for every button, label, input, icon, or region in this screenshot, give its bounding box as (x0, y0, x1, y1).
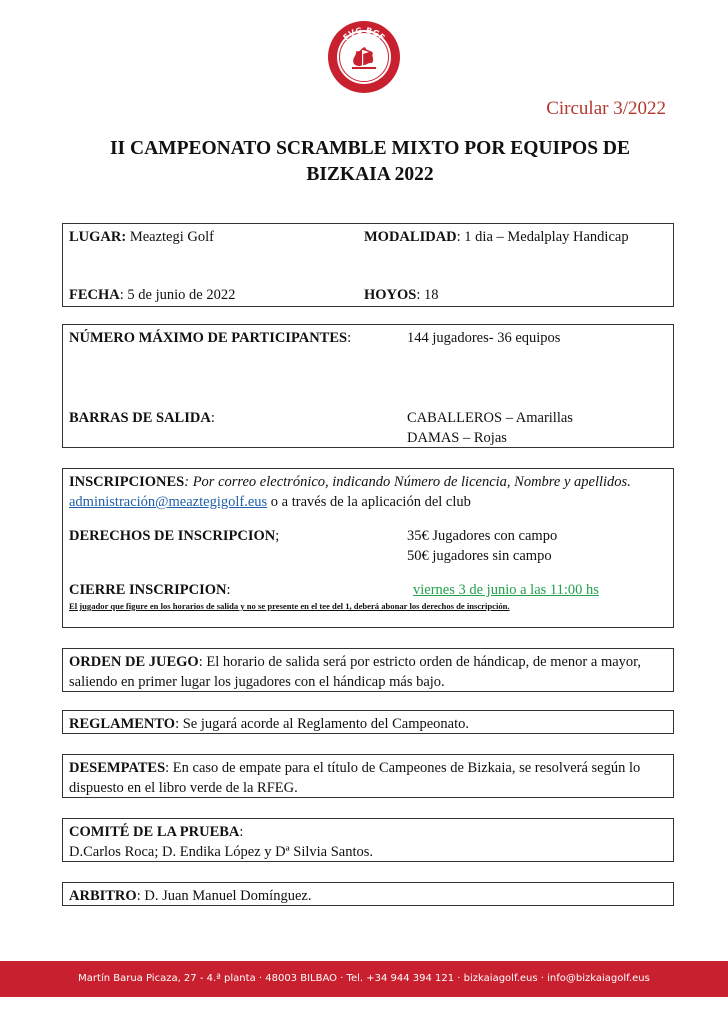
participantes-label: NÚMERO MÁXIMO DE PARTICIPANTES (69, 330, 348, 346)
footer-contact: Martín Barua Picaza, 27 - 4.ª planta · 48003 BILBAO · Tel. +34 944 394 121 · bizkaiagolf.eus · info@bizkaiagolf.eus (0, 961, 728, 997)
registration-box (62, 468, 674, 628)
lugar-label: LUGAR: (69, 229, 127, 245)
barras-value-2: DAMAS – Rojas (407, 430, 507, 446)
modalidad-label: MODALIDAD (364, 229, 457, 245)
venue-box (62, 223, 674, 307)
reglamento-box (62, 710, 674, 734)
barras-colon: : (210, 410, 215, 426)
derechos-colon: ; (275, 528, 280, 544)
cierre-label: CIERRE INSCRIPCION (69, 582, 227, 598)
comite-colon: : (239, 824, 244, 840)
arbitro-label: ARBITRO (69, 888, 137, 904)
no-show-note: El jugador que figure en los horarios de salida y no se presente en el tee del 1, deberá abonar los derechos de inscripción. (69, 601, 510, 611)
inscripciones-text: : Por correo electrónico, indicando Número de licencia, Nombre y apellidos. (184, 474, 631, 490)
arbitro-box (62, 882, 674, 906)
reglamento-label: REGLAMENTO (69, 716, 176, 732)
comite-members: D.Carlos Roca; D. Endika López y Dª Silvia Santos. (69, 844, 374, 860)
orden-juego-box (62, 648, 674, 692)
comite-label: COMITÉ DE LA PRUEBA (69, 824, 240, 840)
derechos-label: DERECHOS DE INSCRIPCION (69, 528, 276, 544)
title-line-2: BIZKAIA 2022 (306, 164, 434, 185)
email-link[interactable]: administración@meaztegigolf.eus (69, 494, 268, 510)
comite-box (62, 818, 674, 862)
reglamento-text: : Se jugará acorde al Reglamento del Campeonato. (175, 716, 470, 732)
desempates-label: DESEMPATES (69, 760, 166, 776)
fecha-value: : 5 de junio de 2022 (119, 287, 236, 303)
desempates-box (62, 754, 674, 798)
orden-text: : El horario de salida será por estricto orden de hándicap, de menor a mayor, saliendo en primer lugar los jugadores con el hándicap más bajo. (69, 654, 642, 690)
fecha-label: FECHA (69, 287, 120, 303)
email-suffix: o a través de la aplicación del club (267, 494, 471, 510)
cierre-colon: : (226, 582, 231, 598)
derechos-value-1: 35€ Jugadores con campo (407, 528, 558, 544)
title-line-1: II CAMPEONATO SCRAMBLE MIXTO POR EQUIPOS DE (109, 138, 631, 159)
desempates-text: : En caso de empate para el título de Campeones de Bizkaia, se resolverá según lo dispuesto en el libro verde de la RFEG. (69, 760, 641, 796)
lugar-value: Meaztegi Golf (126, 229, 214, 245)
page-title (40, 136, 700, 188)
circular-number: Circular 3/2022 (546, 98, 666, 119)
participants-box (62, 324, 674, 448)
arbitro-text: : D. Juan Manuel Domínguez. (136, 888, 312, 904)
cierre-value: viernes 3 de junio a las 11:00 hs (413, 582, 599, 598)
barras-value-1: CABALLEROS – Amarillas (407, 410, 573, 426)
modalidad-value: : 1 dia – Medalplay Handicap (456, 229, 629, 245)
svg-text:FVG-BGF: FVG-BGF (341, 25, 387, 43)
derechos-value-2: 50€ jugadores sin campo (407, 548, 552, 564)
hoyos-value: : 18 (416, 287, 439, 303)
orden-label: ORDEN DE JUEGO (69, 654, 199, 670)
participantes-colon: : (347, 330, 352, 346)
participantes-value: 144 jugadores- 36 equipos (407, 330, 561, 346)
inscripciones-label: INSCRIPCIONES (69, 474, 185, 490)
barras-label: BARRAS DE SALIDA (69, 410, 211, 426)
svg-text:1986: 1986 (352, 71, 376, 84)
federation-logo (327, 20, 401, 94)
hoyos-label: HOYOS (364, 287, 417, 303)
